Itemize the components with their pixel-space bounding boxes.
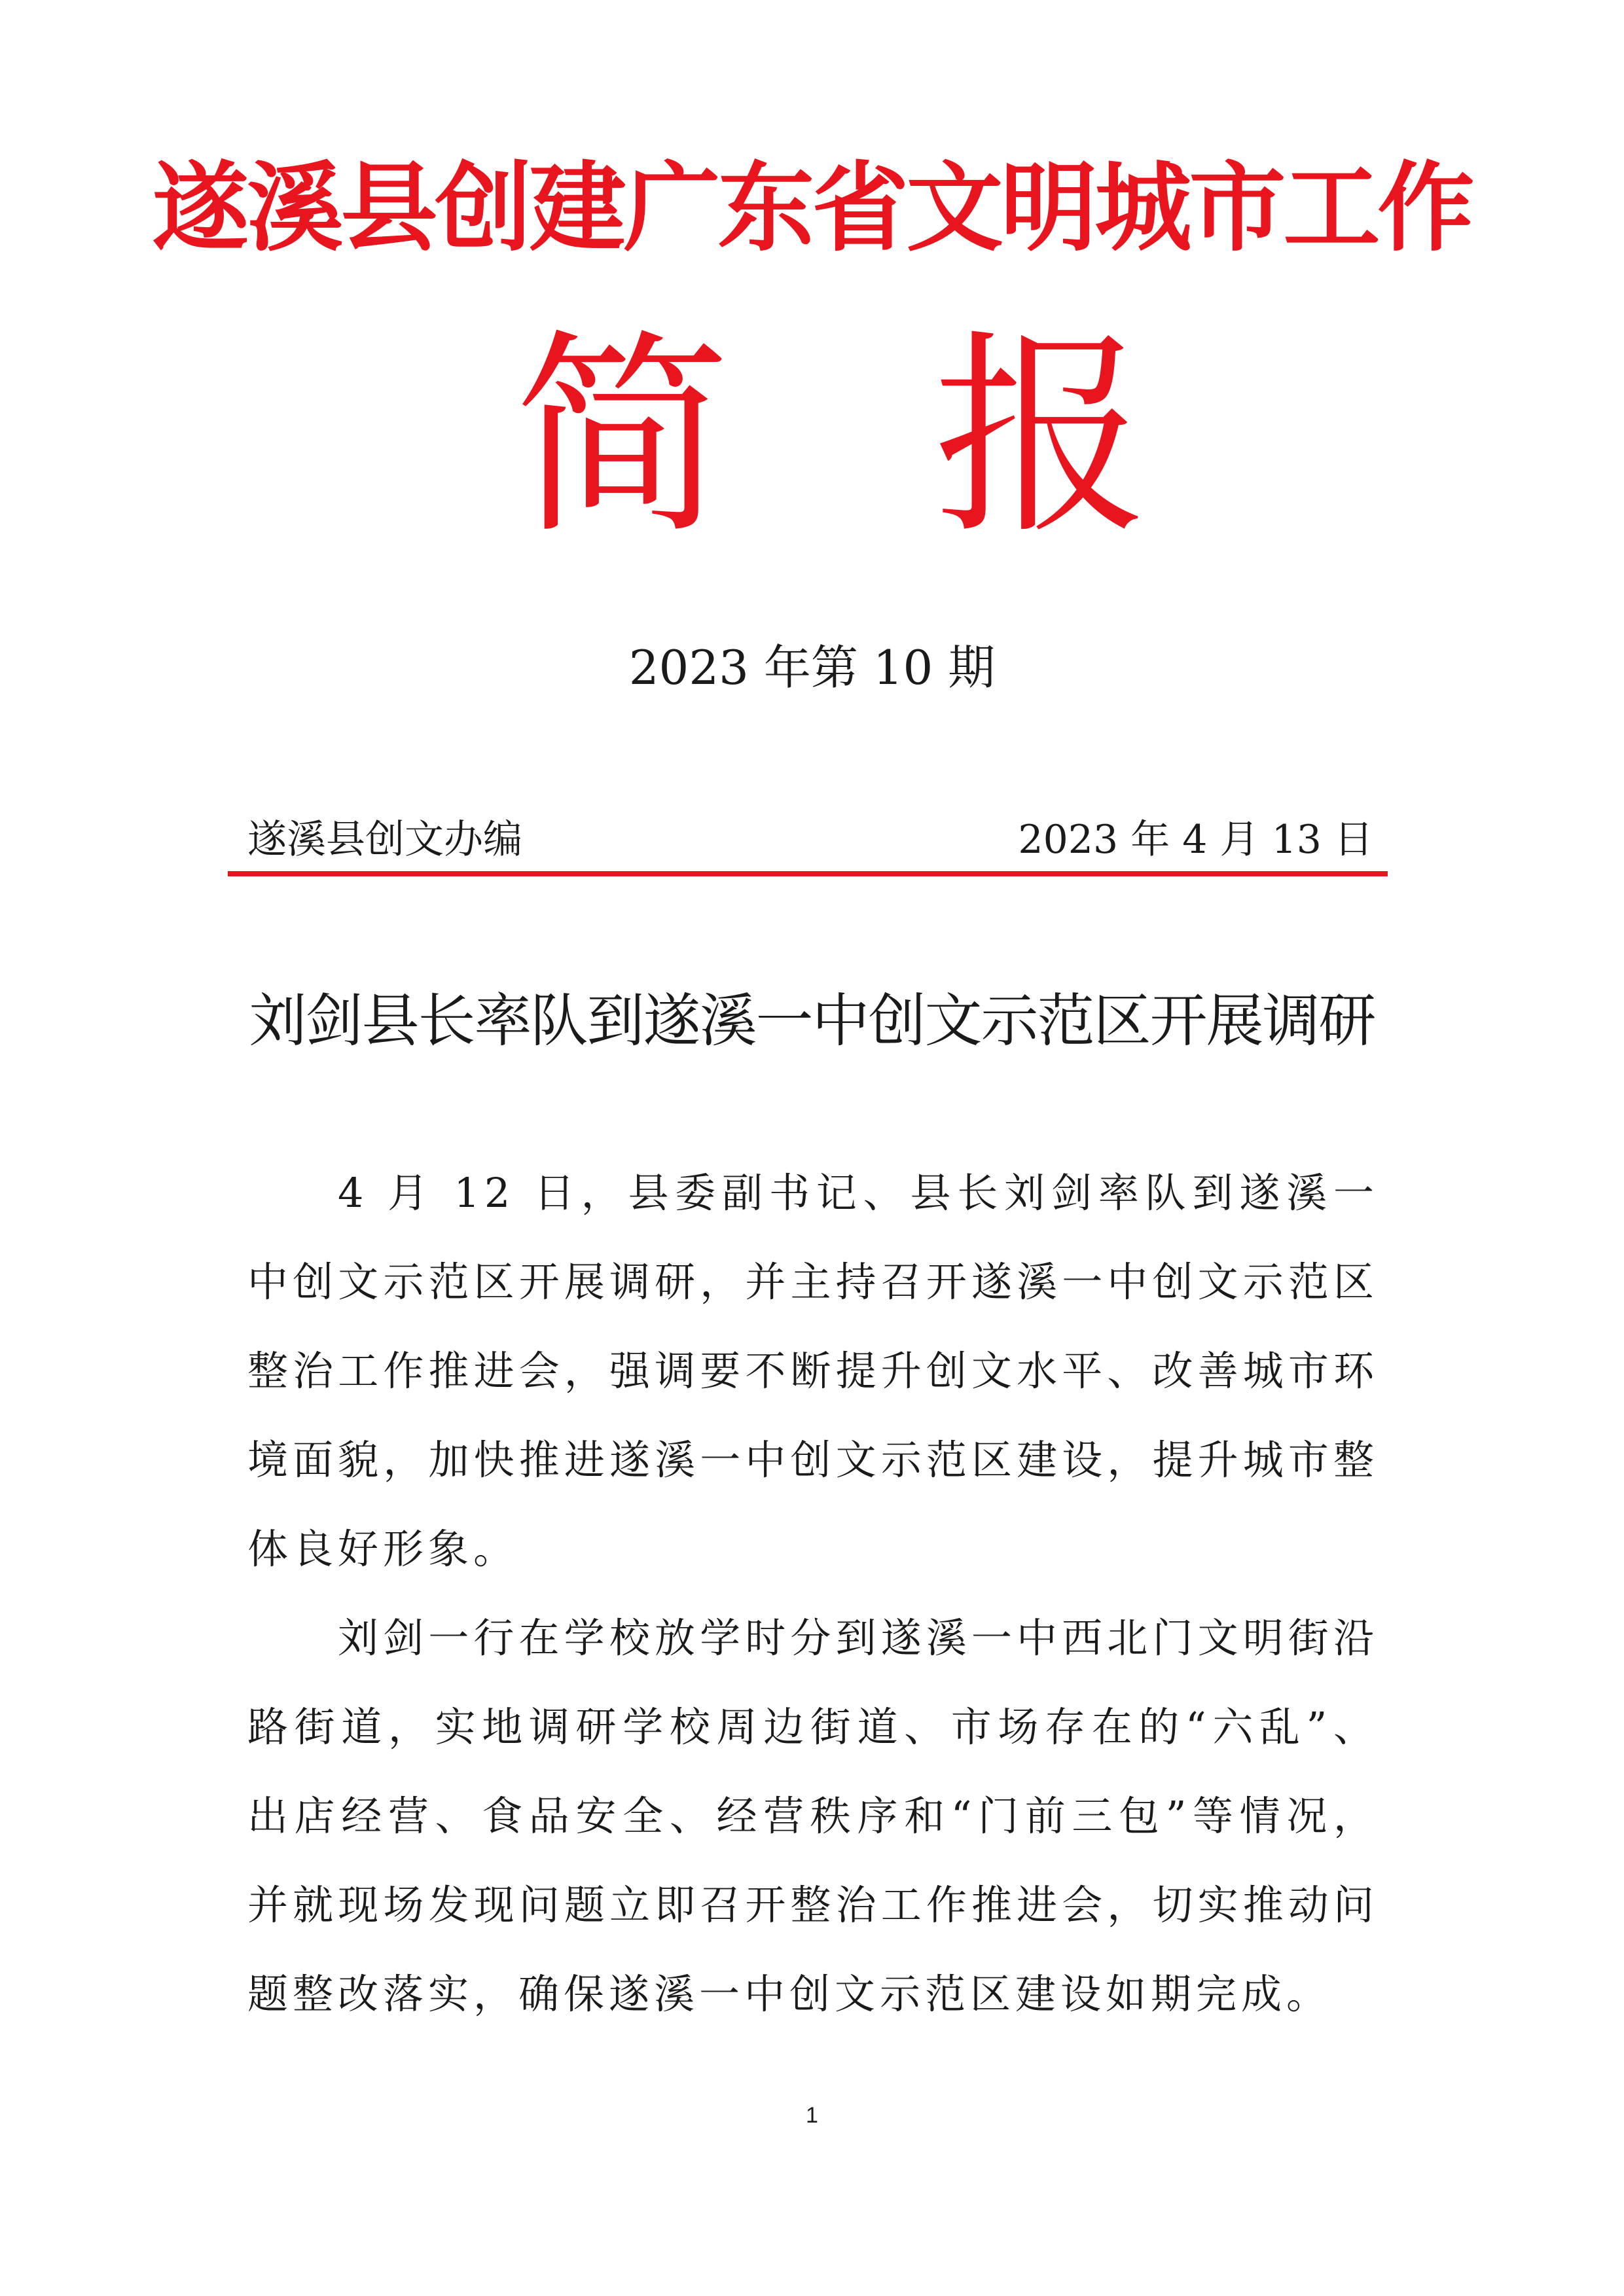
issue-number: 2023 年第 10 期 bbox=[628, 640, 996, 695]
masthead-title bbox=[20, 312, 1624, 563]
masthead-organization: 遂溪县创建广东省文明城市工作 bbox=[152, 152, 1472, 264]
red-divider-line bbox=[228, 871, 1388, 876]
masthead-title-char-2: 报 bbox=[933, 312, 1149, 563]
meta-row bbox=[247, 812, 1373, 868]
editor-label: 遂溪县创文办编 bbox=[247, 817, 522, 863]
article-body bbox=[247, 1149, 1379, 2039]
article-title: 刘剑县长率队到遂溪一中创文示范区开展调研 bbox=[249, 987, 1375, 1054]
masthead-title-char-1: 简 bbox=[514, 312, 731, 563]
page-number: 1 bbox=[806, 2103, 818, 2128]
publish-date: 2023 年 4 月 13 日 bbox=[1018, 817, 1373, 863]
article-paragraph: 4 月 12 日，县委副书记、县长刘剑率队到遂溪一中创文示范区开展调研，并主持召开遂溪一中创文示范区整治工作推进会，强调要不断提升创文水平、改善城市环境面貌，加快推进遂溪一中创文示范区建设，提升城市整体良好形象。 bbox=[247, 1169, 1379, 1573]
article-paragraph: 刘剑一行在学校放学时分到遂溪一中西北门文明街沿路街道，实地调研学校周边街道、市场存在的“六乱”、出店经营、食品安全、经营秩序和“门前三包”等情况，并就现场发现问题立即召开整治工作推进会，切实推动问题整改落实，确保遂溪一中创文示范区建设如期完成。 bbox=[247, 1614, 1379, 2018]
